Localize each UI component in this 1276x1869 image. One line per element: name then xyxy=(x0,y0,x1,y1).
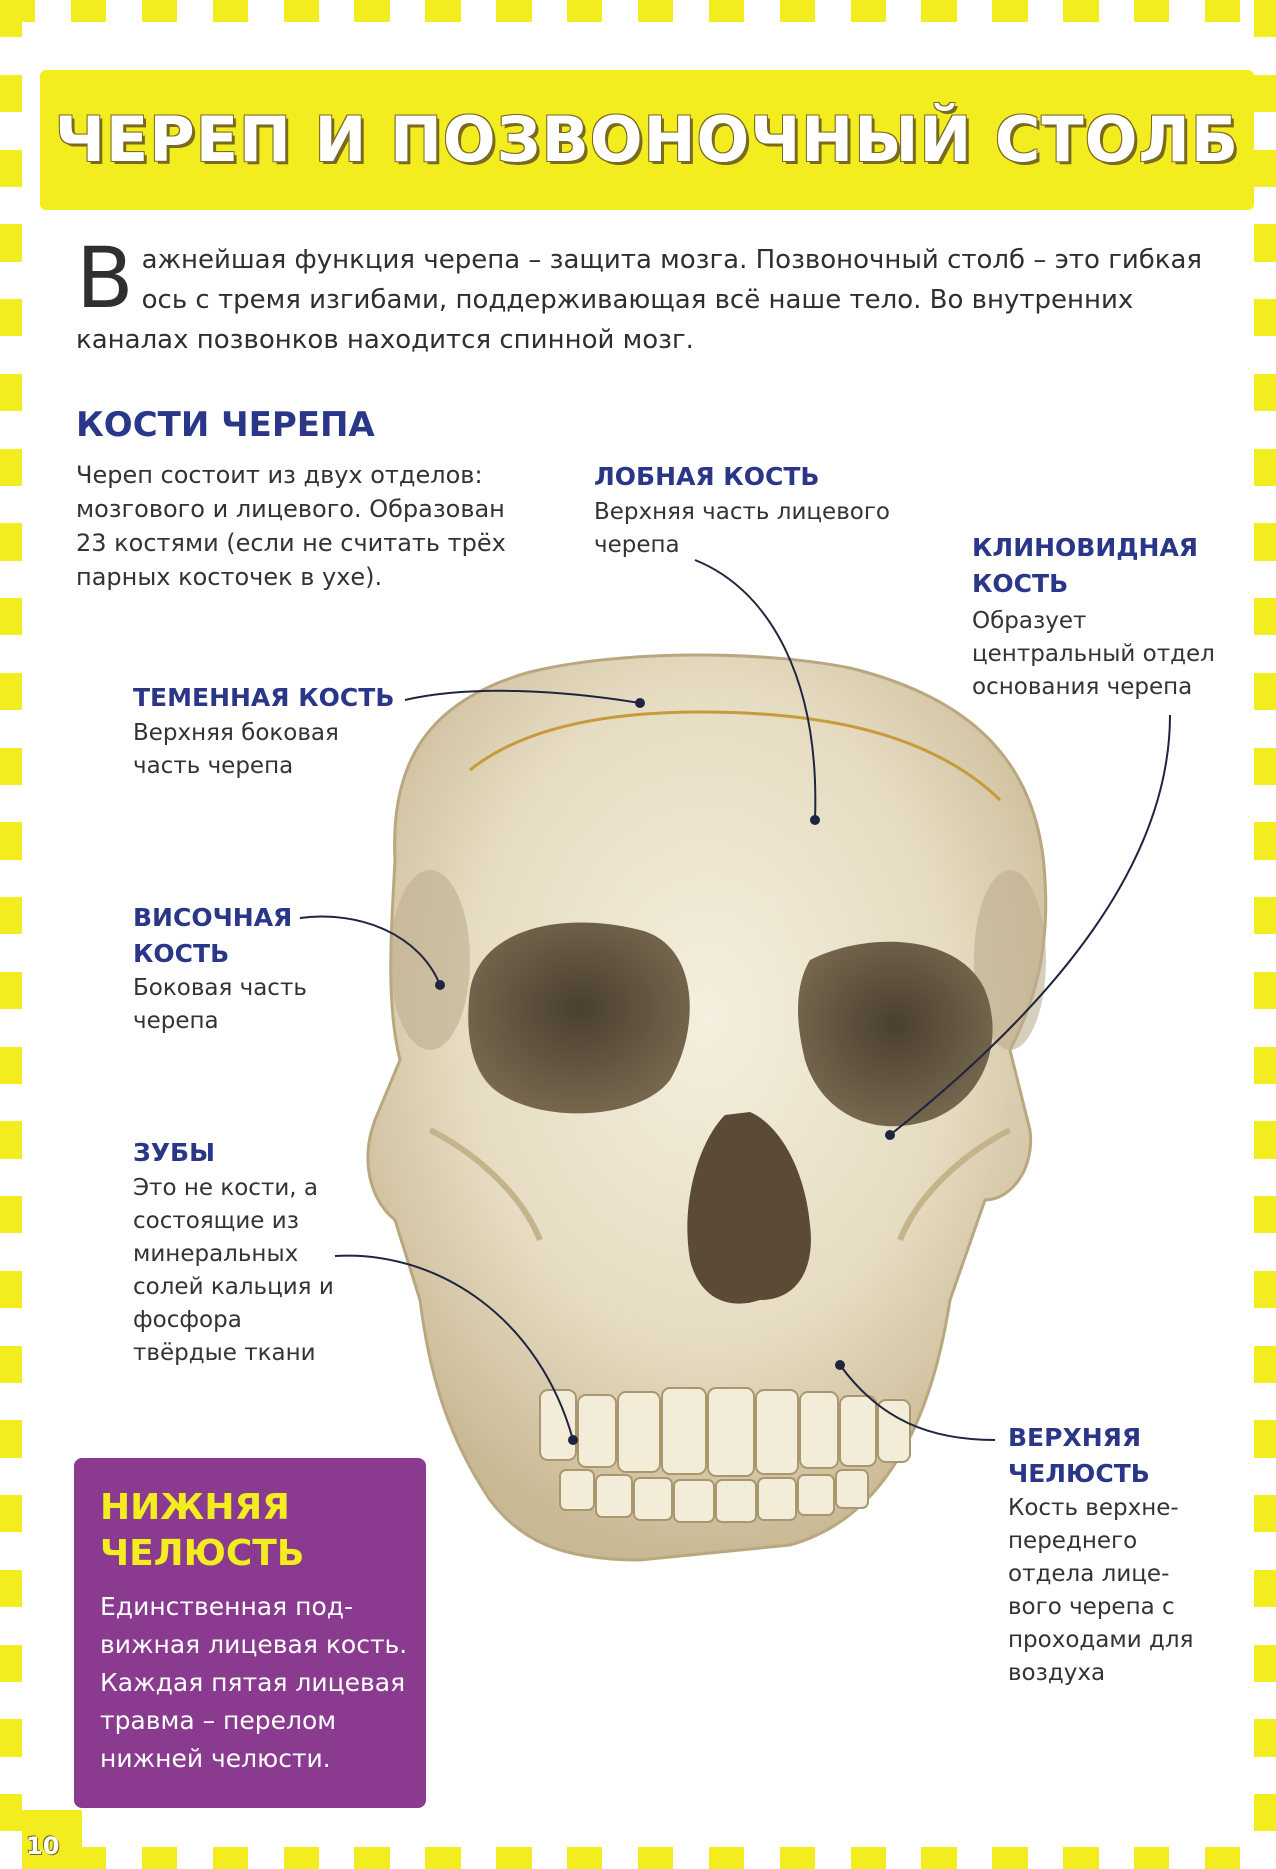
label-sphenoid-title: КЛИНОВИДНАЯ КОСТЬ xyxy=(972,533,1199,598)
drop-cap: В xyxy=(76,229,134,327)
mandible-box-title: НИЖНЯЯ ЧЕЛЮСТЬ xyxy=(100,1487,305,1574)
label-sphenoid-text: Образует центральный отдел основания черепа xyxy=(972,608,1215,700)
label-frontal-title: ЛОБНАЯ КОСТЬ xyxy=(594,462,820,491)
intro-text: ажнейшая функция черепа – защита мозга. Позвоночный столб – это гибкая ось с тремя изгибами, поддерживающая всё наше тело. Во внутренних каналах позвонков находится спинной мозг. xyxy=(76,245,1203,355)
label-maxilla-text: Кость верхне-переднего отдела лице-вого черепа с проходами для воздуха xyxy=(1008,1495,1194,1686)
label-temporal-title: ВИСОЧНАЯ КОСТЬ xyxy=(133,903,293,968)
skull xyxy=(368,655,1046,1560)
page-number: 10 xyxy=(26,1832,60,1860)
label-frontal-text: Верхняя часть лицевого черепа xyxy=(594,499,890,558)
label-parietal-text: Верхняя боковая часть черепа xyxy=(133,720,339,779)
page-title: ЧЕРЕП И ПОЗВОНОЧНЫЙ СТОЛБ xyxy=(54,103,1240,176)
label-maxilla-title: ВЕРХНЯЯ ЧЕЛЮСТЬ xyxy=(1008,1423,1150,1488)
label-teeth-text: Это не кости, а состоящие из минеральных солей кальция и фосфора твёрдые ткани xyxy=(133,1175,334,1366)
label-parietal-title: ТЕМЕННАЯ КОСТЬ xyxy=(133,683,395,712)
label-temporal-text: Боковая часть черепа xyxy=(133,975,307,1034)
mandible-box-text: Единственная под-вижная лицевая кость. Каждая пятая лицевая травма – перелом нижней челюсти. xyxy=(100,1592,408,1773)
section-text: Череп состоит из двух отделов: мозгового и лицевого. Образован 23 костями (если не считать трёх парных косточек в ухе). xyxy=(76,461,506,591)
section-heading: КОСТИ ЧЕРЕПА xyxy=(76,405,375,445)
label-teeth-title: ЗУБЫ xyxy=(133,1138,215,1167)
